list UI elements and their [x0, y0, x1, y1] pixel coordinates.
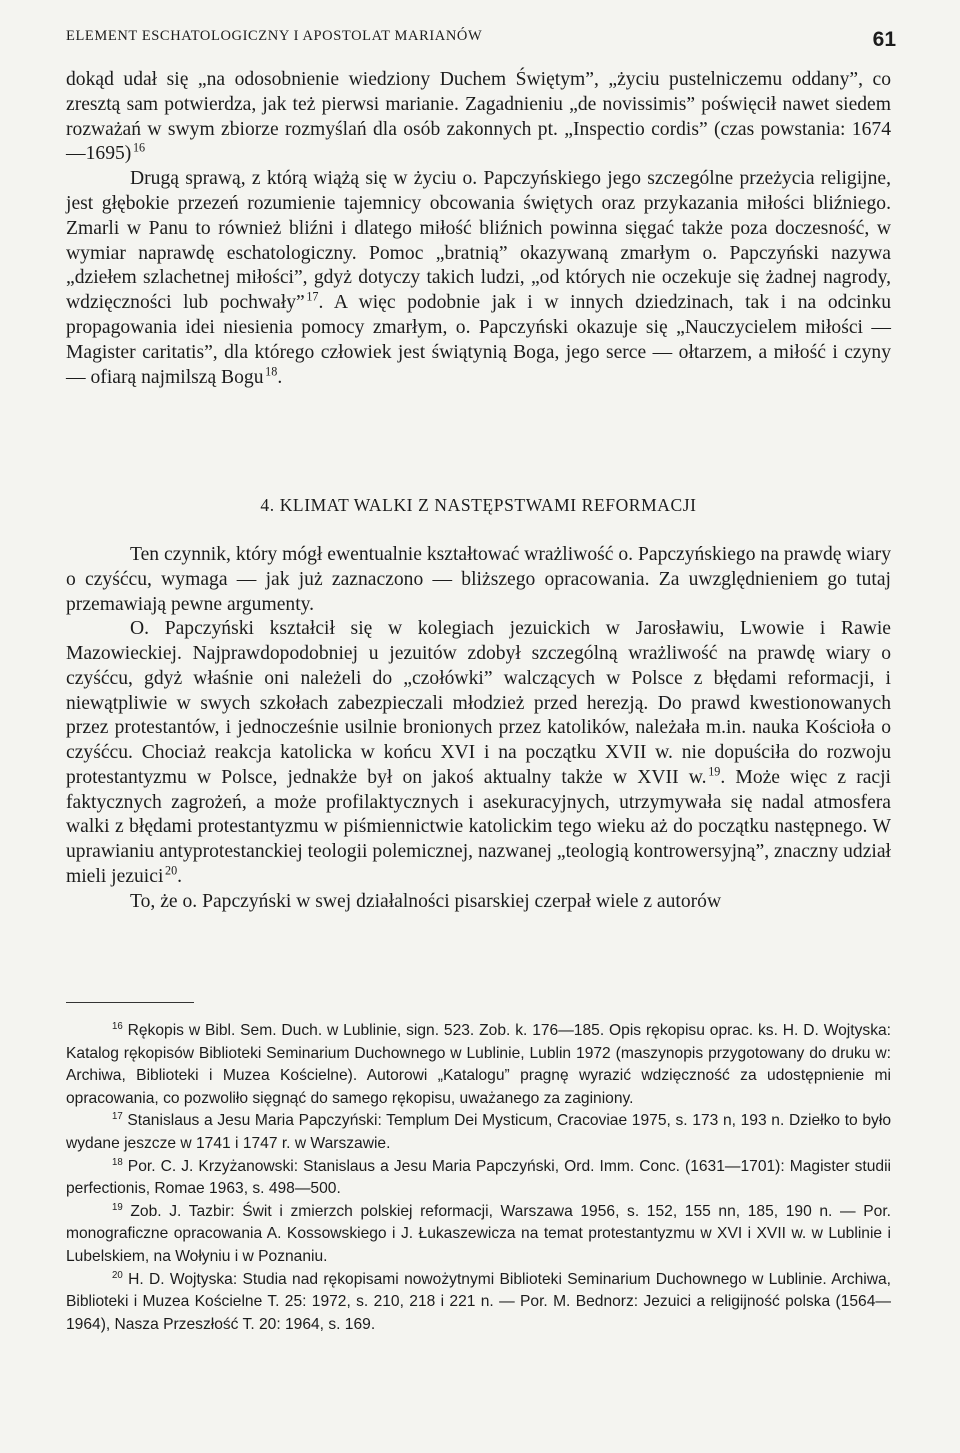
paragraph — [66, 68, 891, 167]
footnote-ref: 19 — [708, 764, 721, 779]
paragraph-text: dokąd udał się „na odosobnienie wiedziony Duchem Świętym”, „życiu pustelniczemu oddany”, co zresztą sam potwierdza, jak też pierwsi marianie. Zagadnieniu „de novissimis” poświęcił nawet siedem rozważań w swym zbiorze rozmyślań dla osób zakonnych pt. „Inspectio cordis” (czas powstania: 1674—1695) — [66, 69, 891, 165]
footnote-ref: 17 — [306, 289, 319, 304]
paragraph — [66, 617, 891, 889]
footnote — [66, 1201, 891, 1269]
footnote — [66, 1110, 891, 1155]
paragraph-text: . — [277, 366, 283, 388]
footnote-number: 18 — [112, 1156, 123, 1168]
section-heading: 4. KLIMAT WALKI Z NASTĘPSTWAMI REFORMACJI — [260, 495, 697, 515]
footnote-ref: 16 — [132, 140, 146, 155]
footnote-divider — [66, 1002, 194, 1003]
footnote-ref: 18 — [265, 364, 278, 379]
footnote-text: Stanislaus a Jesu Maria Papczyński: Templum Dei Mysticum, Cracoviae 1975, s. 173 n, 193 n. Dziełko to było wydane jeszcze w 1741 i 1747 r. w Warszawie. — [66, 1112, 891, 1152]
paragraph-text: . A więc podobnie jak i w innych dziedzinach, tak i na odcinku propagowania idei niesienia pomocy zmarłym, o. Papczyński okazuje się „Nauczycielem miłości — Magister caritatis”, dla którego człowiek jest świątynią Boga, jego serce — ołtarzem, a miłość i czyny — ofiarą najmilszą Bogu — [66, 292, 891, 388]
footnote-text: Zob. J. Tazbir: Świt i zmierzch polskiej reformacji, Warszawa 1956, s. 152, 155 nn, 185, 190 n. — Por. monograficzne opracowania A. Kossowskiego i J. Łukaszewicza na temat protestantyzmu w XVI i XVII w. w Lublinie i Lubelskiem, na Wołyniu i w Poznaniu. — [66, 1202, 891, 1265]
paragraph: Ten czynnik, który mógł ewentualnie kształtować wrażliwość o. Papczyńskiego na prawdę wiary o czyśćcu, wymaga — jak już zaznaczono — bliższego opracowania. Za uwzględnieniem go tutaj przemawiają pewne argumenty. — [66, 544, 891, 615]
footnote-number: 20 — [112, 1269, 123, 1281]
footnote-number: 17 — [112, 1111, 123, 1123]
paragraph — [66, 167, 891, 390]
page-number: 61 — [872, 28, 896, 51]
running-head-title: ELEMENT ESCHATOLOGICZNY I APOSTOLAT MARIANÓW — [66, 28, 483, 44]
paragraph-text: O. Papczyński kształcił się w kolegiach jezuickich w Jarosławiu, Lwowie i Rawie Mazowieckiej. Najprawdopodobniej u jezuitów zdobył szczególną wrażliwość na prawdę wiary o czyśćcu, gdyż właśnie oni należeli do „czołówki” walczących w Polsce z błędami reformacji, i niewątpliwie w swych szkołach zabezpieczali młodzież przed herezją. Do prawd kwestionowanych przez protestantów, i jednocześnie usilnie bronionych przez katolików, należała m.in. nauka Kościoła o czyśćcu. Chociaż reakcja katolicka w końcu XVI i na początku XVII w. nie dopuściła do rozwoju protestantyzmu w Polsce, jednakże był on jakoś aktualny także w XVII w. — [66, 618, 891, 788]
footnote — [66, 1020, 891, 1110]
footnotes — [66, 1020, 891, 1336]
body-text-section-2 — [66, 543, 891, 914]
body-text-section-1 — [66, 68, 891, 390]
paragraph-text: . — [177, 865, 183, 887]
footnote-ref: 20 — [165, 863, 178, 878]
paragraph-text: Drugą sprawą, z którą wiążą się w życiu o. Papczyńskiego jego szczególne przeżycia religijne, jest głębokie przezeń rozumienie tajemnicy obcowania świętych oraz przykazania miłości bliźniego. Zmarli w Panu to również bliźni i dlatego miłość bliźnich powinna sięgać także poza doczesność, w wymiar naprawdę eschatologiczny. Pomoc „bratnią” okazywaną zmarłym o. Papczyński nazywa „dziełem szlachetnej miłości”, gdyż dotyczy takich ludzi, „od których nie oczekuje się żadnej nagrody, wdzięczności lub pochwały” — [66, 168, 891, 314]
footnote-text: H. D. Wojtyska: Studia nad rękopisami nowożytnymi Biblioteki Seminarium Duchownego w Lublinie. Archiwa, Biblioteki i Muzea Kościelne T. 25: 1972, s. 210, 218 i 221 n. — Por. M. Bednorz: Jezuici a religijność polska (1564—1964), Nasza Przeszłość T. 20: 1964, s. 169. — [66, 1270, 891, 1333]
running-head — [66, 28, 896, 58]
footnote — [66, 1269, 891, 1337]
footnote-number: 16 — [112, 1020, 123, 1032]
footnote-number: 19 — [112, 1201, 123, 1213]
footnote — [66, 1156, 891, 1201]
paragraph: To, że o. Papczyński w swej działalności pisarskiej czerpał wiele z autorów — [130, 890, 722, 912]
paragraph-text: . Może więc z racji faktycznych zagrożeń, a może profilaktycznych i asekuracyjnych, utrzymywała się nadal atmosfera walki z błędami protestantyzmu w piśmiennictwie katolickim tego wieku aż do początku następnego. W uprawianiu antyprotestanckiej teologii polemicznej, nazwanej „teologią kontrowersyjną”, znaczny udział mieli jezuici — [66, 766, 892, 887]
footnote-text: Rękopis w Bibl. Sem. Duch. w Lublinie, sign. 523. Zob. k. 176—185. Opis rękopisu oprac. ks. H. D. Wojtyska: Katalog rękopisów Biblioteki Seminarium Duchownego w Lublinie, Lublin 1972 (maszynopis przygotowany do druku w: Archiwa, Biblioteki i Muzea Kościelne). Autorowi „Katalogu” pragnę wyrazić wdzięczność za udostępnienie mi opracowania, co pozwoliło sięgnąć do samego rękopisu, uważanego za zaginiony. — [66, 1022, 891, 1107]
footnote-text: Por. C. J. Krzyżanowski: Stanislaus a Jesu Maria Papczyński, Ord. Imm. Conc. (1631—1701): Magister studii perfectionis, Romae 1963, s. 498—500. — [66, 1157, 891, 1198]
